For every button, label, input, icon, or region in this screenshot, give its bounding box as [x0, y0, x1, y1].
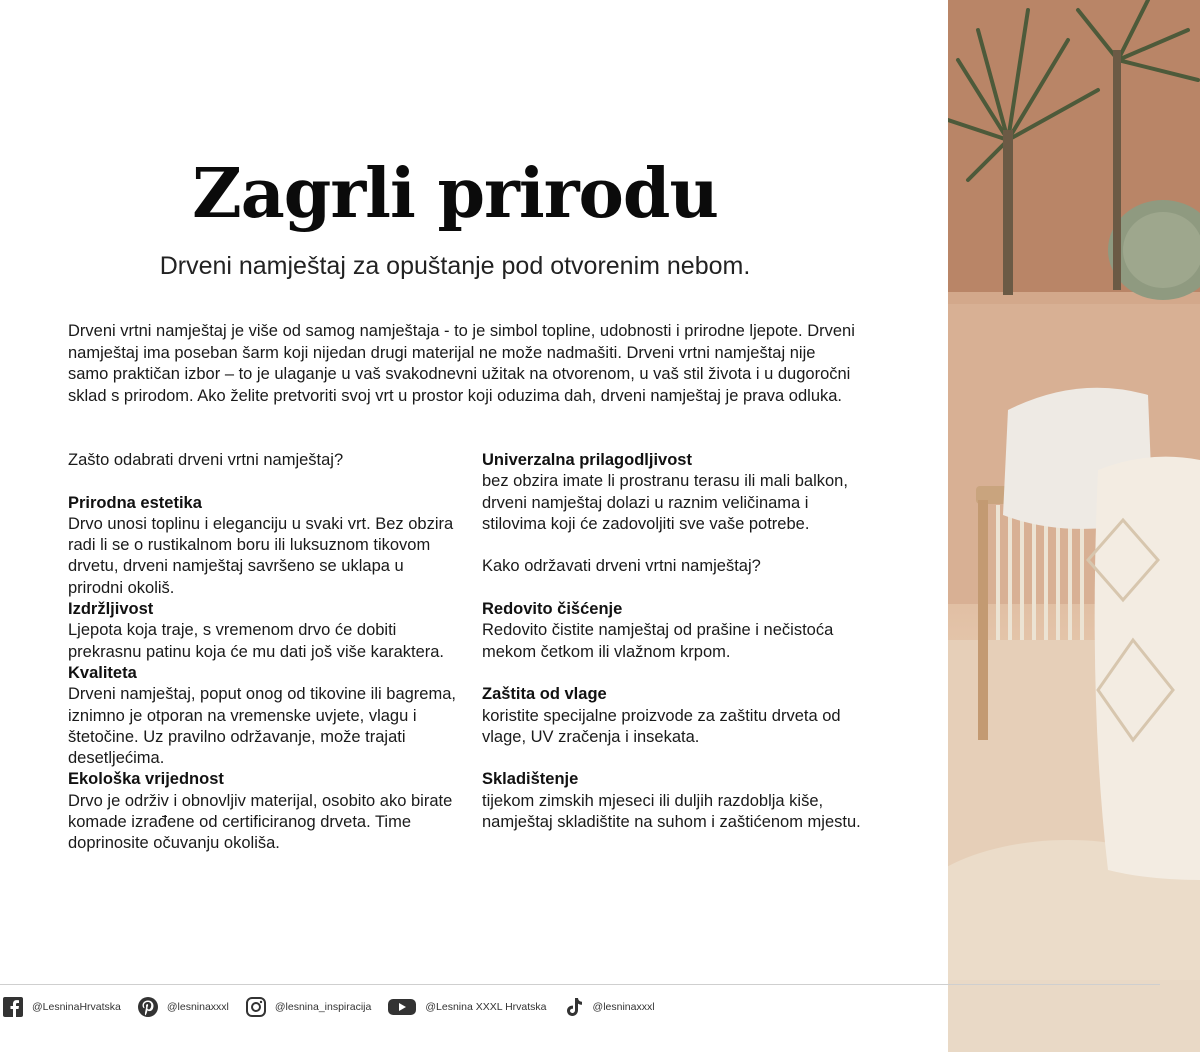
page-subtitle: Drveni namještaj za opuštanje pod otvorenim nebom.	[159, 252, 751, 280]
photo-illustration	[948, 0, 1200, 1052]
social-instagram[interactable]	[245, 996, 371, 1018]
left-column	[68, 450, 458, 855]
social-handle: @lesninaxxxl	[592, 1001, 655, 1013]
social-links	[2, 994, 655, 1020]
section-heading: Izdržljivost	[68, 600, 154, 619]
social-handle: @lesnina_inspiracija	[274, 1001, 372, 1013]
care-question: Kako održavati drveni vrtni namještaj?	[482, 557, 761, 576]
section-text: koristite specijalne proizvode za zaštitu drveta od vlage, UV zračenja i insekata.	[482, 706, 841, 746]
section-text: Drvo unosi toplinu i eleganciju u svaki vrt. Bez obzira radi li se o rustikalnom boru ili luksuznom tikovom drvetu, drveni namještaj savršeno se uklapa u prirodni okoliš.	[68, 514, 454, 597]
section-heading: Ekološka vrijednost	[68, 770, 224, 789]
instagram-icon	[245, 996, 267, 1018]
page-title: Zagrli prirodu	[192, 154, 718, 234]
section-heading: Skladištenje	[482, 770, 579, 789]
why-question: Zašto odabrati drveni vrtni namještaj?	[68, 451, 344, 469]
section-heading: Univerzalna prilagodljivost	[482, 451, 692, 469]
intro-paragraph: Drveni vrtni namještaj je više od samog namještaja - to je simbol topline, udobnosti i prirodne ljepote. Drveni namještaj ima poseban šarm koji nijedan drugi materijal ne može nadmašiti. Drveni vrtni namještaj nije samo praktičan izbor – to je ulaganje u vaš svakodnevni užitak na otvorenom, u vaš stil života i u dugoročni sklad s prirodom. Ako želite pretvoriti svoj vrt u prostor koji oduzima dah, drveni namještaj je prava odluka.	[68, 322, 855, 405]
social-pinterest[interactable]	[137, 996, 229, 1018]
section-heading: Kvaliteta	[68, 663, 137, 682]
social-tiktok[interactable]	[563, 996, 655, 1018]
section-text: Redovito čistite namještaj od prašine i nečistoća mekom četkom ili vlažnom krpom.	[482, 621, 834, 661]
section-heading: Redovito čišćenje	[482, 600, 623, 619]
social-handle: @Lesnina XXXL Hrvatska	[425, 1001, 547, 1013]
section-text: Drvo je održiv i obnovljiv materijal, osobito ako birate komade izrađene od certificiranog drveta. Time doprinosite očuvanju okoliša.	[68, 791, 453, 853]
right-column	[482, 450, 862, 833]
garden-chair-photo	[948, 0, 1200, 1052]
social-handle: @LesninaHrvatska	[32, 1001, 121, 1013]
section-text: bez obzira imate li prostranu terasu ili mali balkon, drveni namještaj dolazi u raznim veličinama i stilovima koji će zadovoljiti sve vaše potrebe.	[482, 472, 848, 533]
footer-divider	[0, 984, 1160, 985]
social-handle: @lesninaxxxl	[166, 1001, 229, 1013]
section-text: tijekom zimskih mjeseci ili duljih razdoblja kiše, namještaj skladištite na suhom i zaštićenom mjestu.	[482, 791, 861, 832]
section-heading: Zaštita od vlage	[482, 685, 607, 704]
pinterest-icon	[137, 996, 159, 1018]
youtube-icon	[387, 996, 417, 1018]
social-youtube[interactable]	[387, 996, 546, 1018]
social-facebook[interactable]	[2, 996, 121, 1018]
section-heading: Prirodna estetika	[68, 493, 202, 512]
section-text: Drveni namještaj, poput onog od tikovine ili bagrema, iznimno je otporan na vremenske uvjete, vlagu i štetočine. Uz pravilno održavanje, može trajati desetljećima.	[68, 685, 456, 768]
section-text: Ljepota koja traje, s vremenom drvo će dobiti prekrasnu patinu koja će mu dati još više karaktera.	[68, 621, 445, 661]
facebook-icon	[2, 996, 24, 1018]
tiktok-icon	[563, 996, 585, 1018]
